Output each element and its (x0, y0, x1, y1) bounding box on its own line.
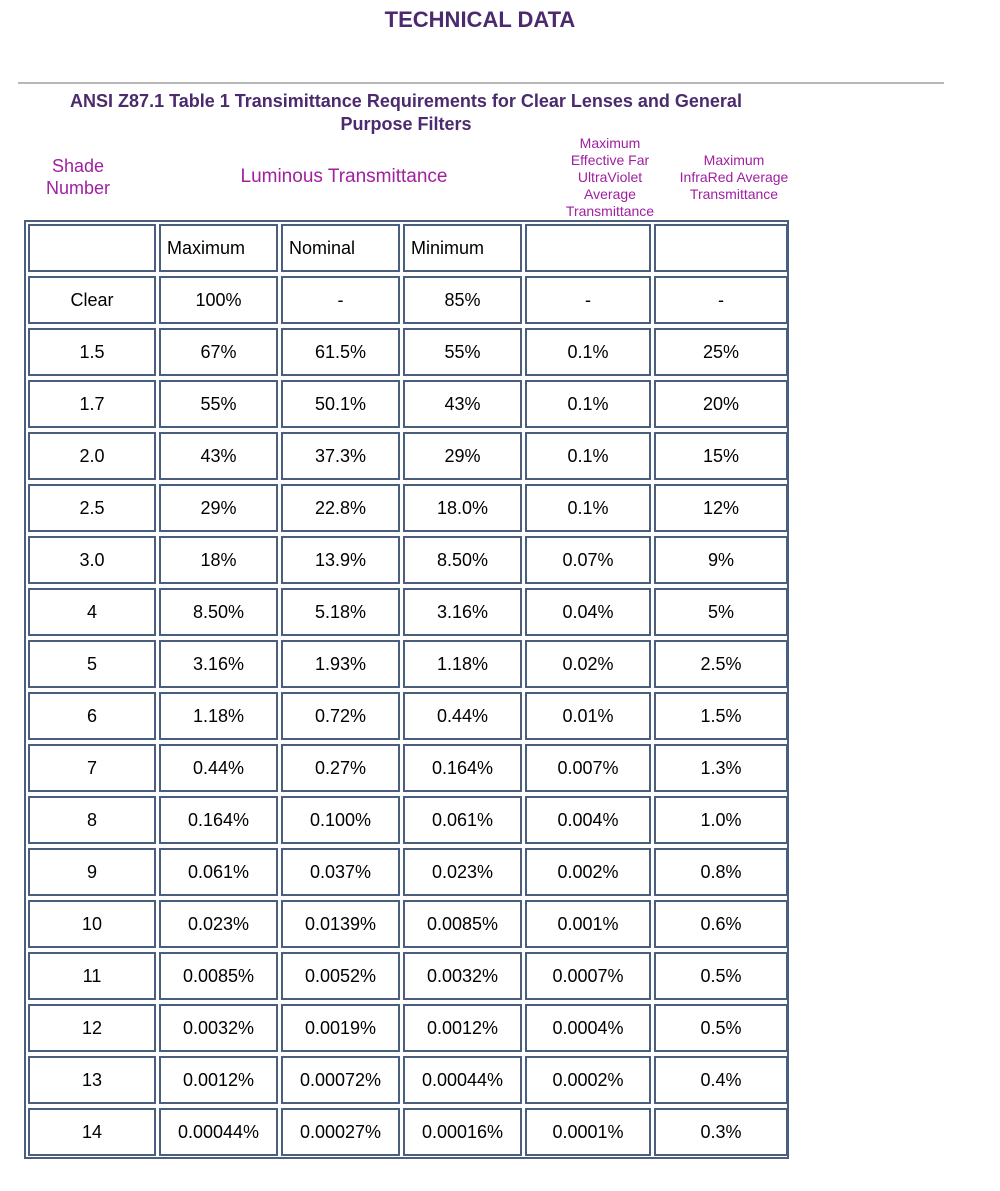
uv-header-line: Average (584, 186, 636, 202)
min-luminous-cell: 0.00044% (403, 1056, 522, 1104)
shade-header-line-1: Shade (51, 156, 105, 176)
min-luminous-cell: 0.164% (403, 744, 522, 792)
shade-cell: 14 (28, 1108, 156, 1156)
max-luminous-cell: 29% (159, 484, 278, 532)
max-luminous-cell: 0.00044% (159, 1108, 278, 1156)
nominal-luminous-cell: 0.00072% (281, 1056, 400, 1104)
table-title-line-2: Purpose Filters (340, 114, 472, 134)
shade-cell: 6 (28, 692, 156, 740)
shade-cell: 8 (28, 796, 156, 844)
nominal-luminous-cell: 61.5% (281, 328, 400, 376)
max-luminous-cell: 67% (159, 328, 278, 376)
ir-cell: 1.3% (654, 744, 788, 792)
ir-cell: 0.6% (654, 900, 788, 948)
max-luminous-cell: 0.44% (159, 744, 278, 792)
uv-cell: 0.1% (525, 380, 651, 428)
min-luminous-cell: 18.0% (403, 484, 522, 532)
uv-cell: 0.1% (525, 484, 651, 532)
ir-cell: 12% (654, 484, 788, 532)
uv-header-line: Transmittance (565, 203, 655, 219)
subheader-maximum: Maximum (159, 224, 278, 272)
uv-cell: 0.0004% (525, 1004, 651, 1052)
nominal-luminous-cell: 0.0019% (281, 1004, 400, 1052)
shade-cell: 1.5 (28, 328, 156, 376)
max-luminous-cell: 0.023% (159, 900, 278, 948)
nominal-luminous-cell: 5.18% (281, 588, 400, 636)
nominal-luminous-cell: 37.3% (281, 432, 400, 480)
nominal-luminous-cell: 22.8% (281, 484, 400, 532)
nominal-luminous-cell: 0.0139% (281, 900, 400, 948)
subheader-blank (28, 224, 156, 272)
ir-cell: 0.3% (654, 1108, 788, 1156)
ir-cell: 25% (654, 328, 788, 376)
uv-cell: 0.0007% (525, 952, 651, 1000)
nominal-luminous-cell: 0.037% (281, 848, 400, 896)
max-luminous-cell: 100% (159, 276, 278, 324)
uv-header-line: Effective Far (570, 152, 650, 168)
max-luminous-cell: 0.164% (159, 796, 278, 844)
max-luminous-cell: 1.18% (159, 692, 278, 740)
max-luminous-cell: 0.0085% (159, 952, 278, 1000)
uv-cell: 0.0001% (525, 1108, 651, 1156)
uv-header-line: UltraViolet (577, 169, 643, 185)
shade-cell: 3.0 (28, 536, 156, 584)
uv-cell: 0.002% (525, 848, 651, 896)
ir-cell: 0.5% (654, 952, 788, 1000)
min-luminous-cell: 0.061% (403, 796, 522, 844)
nominal-luminous-cell: 0.100% (281, 796, 400, 844)
subheader-blank (654, 224, 788, 272)
shade-cell: 5 (28, 640, 156, 688)
uv-cell: 0.0002% (525, 1056, 651, 1104)
max-luminous-cell: 8.50% (159, 588, 278, 636)
uv-cell: 0.004% (525, 796, 651, 844)
uv-cell: 0.04% (525, 588, 651, 636)
uv-cell: 0.02% (525, 640, 651, 688)
min-luminous-cell: 0.0012% (403, 1004, 522, 1052)
min-luminous-cell: 43% (403, 380, 522, 428)
min-luminous-cell: 0.023% (403, 848, 522, 896)
min-luminous-cell: 0.0032% (403, 952, 522, 1000)
min-luminous-cell: 0.0085% (403, 900, 522, 948)
ir-cell: 9% (654, 536, 788, 584)
ir-cell: 0.4% (654, 1056, 788, 1104)
ir-header-line: Maximum (703, 152, 765, 168)
ir-cell: 15% (654, 432, 788, 480)
max-luminous-cell: 55% (159, 380, 278, 428)
min-luminous-cell: 0.44% (403, 692, 522, 740)
ir-cell: - (654, 276, 788, 324)
max-luminous-cell: 0.061% (159, 848, 278, 896)
max-luminous-cell: 3.16% (159, 640, 278, 688)
min-luminous-cell: 8.50% (403, 536, 522, 584)
min-luminous-cell: 55% (403, 328, 522, 376)
min-luminous-cell: 85% (403, 276, 522, 324)
min-luminous-cell: 3.16% (403, 588, 522, 636)
shade-header-line-2: Number (45, 178, 111, 198)
nominal-luminous-cell: 0.00027% (281, 1108, 400, 1156)
shade-cell: 12 (28, 1004, 156, 1052)
ir-cell: 0.8% (654, 848, 788, 896)
ir-cell: 20% (654, 380, 788, 428)
nominal-luminous-cell: - (281, 276, 400, 324)
uv-cell: 0.001% (525, 900, 651, 948)
subheader-blank (525, 224, 651, 272)
shade-number-header (28, 155, 128, 199)
shade-cell: 11 (28, 952, 156, 1000)
shade-cell: 13 (28, 1056, 156, 1104)
table-title-line-1: ANSI Z87.1 Table 1 Transimittance Requirements for Clear Lenses and General (70, 91, 742, 111)
ir-cell: 0.5% (654, 1004, 788, 1052)
ir-cell: 5% (654, 588, 788, 636)
ir-transmittance-header (654, 152, 814, 203)
shade-cell: 9 (28, 848, 156, 896)
uv-cell: 0.1% (525, 432, 651, 480)
ir-header-line: Transmittance (689, 186, 779, 202)
shade-cell: Clear (28, 276, 156, 324)
nominal-luminous-cell: 0.72% (281, 692, 400, 740)
ir-header-line: InfraRed Average (679, 169, 789, 185)
shade-cell: 7 (28, 744, 156, 792)
transmittance-table (24, 220, 789, 1159)
uv-cell: 0.007% (525, 744, 651, 792)
uv-cell: 0.07% (525, 536, 651, 584)
subheader-nominal: Nominal (281, 224, 400, 272)
min-luminous-cell: 0.00016% (403, 1108, 522, 1156)
ir-cell: 1.0% (654, 796, 788, 844)
uv-cell: 0.01% (525, 692, 651, 740)
shade-cell: 1.7 (28, 380, 156, 428)
shade-cell: 2.0 (28, 432, 156, 480)
subheader-minimum: Minimum (403, 224, 522, 272)
uv-cell: 0.1% (525, 328, 651, 376)
uv-header-line: Maximum (579, 135, 641, 151)
nominal-luminous-cell: 13.9% (281, 536, 400, 584)
page-title: TECHNICAL DATA (384, 7, 576, 32)
luminous-transmittance-header: Luminous Transmittance (240, 166, 448, 187)
nominal-luminous-cell: 1.93% (281, 640, 400, 688)
table-title (18, 90, 794, 136)
min-luminous-cell: 29% (403, 432, 522, 480)
nominal-luminous-cell: 0.0052% (281, 952, 400, 1000)
min-luminous-cell: 1.18% (403, 640, 522, 688)
ir-cell: 2.5% (654, 640, 788, 688)
ir-cell: 1.5% (654, 692, 788, 740)
uv-cell: - (525, 276, 651, 324)
max-luminous-cell: 18% (159, 536, 278, 584)
max-luminous-cell: 0.0012% (159, 1056, 278, 1104)
nominal-luminous-cell: 50.1% (281, 380, 400, 428)
horizontal-rule (18, 82, 944, 84)
shade-cell: 2.5 (28, 484, 156, 532)
shade-cell: 10 (28, 900, 156, 948)
max-luminous-cell: 43% (159, 432, 278, 480)
shade-cell: 4 (28, 588, 156, 636)
nominal-luminous-cell: 0.27% (281, 744, 400, 792)
max-luminous-cell: 0.0032% (159, 1004, 278, 1052)
